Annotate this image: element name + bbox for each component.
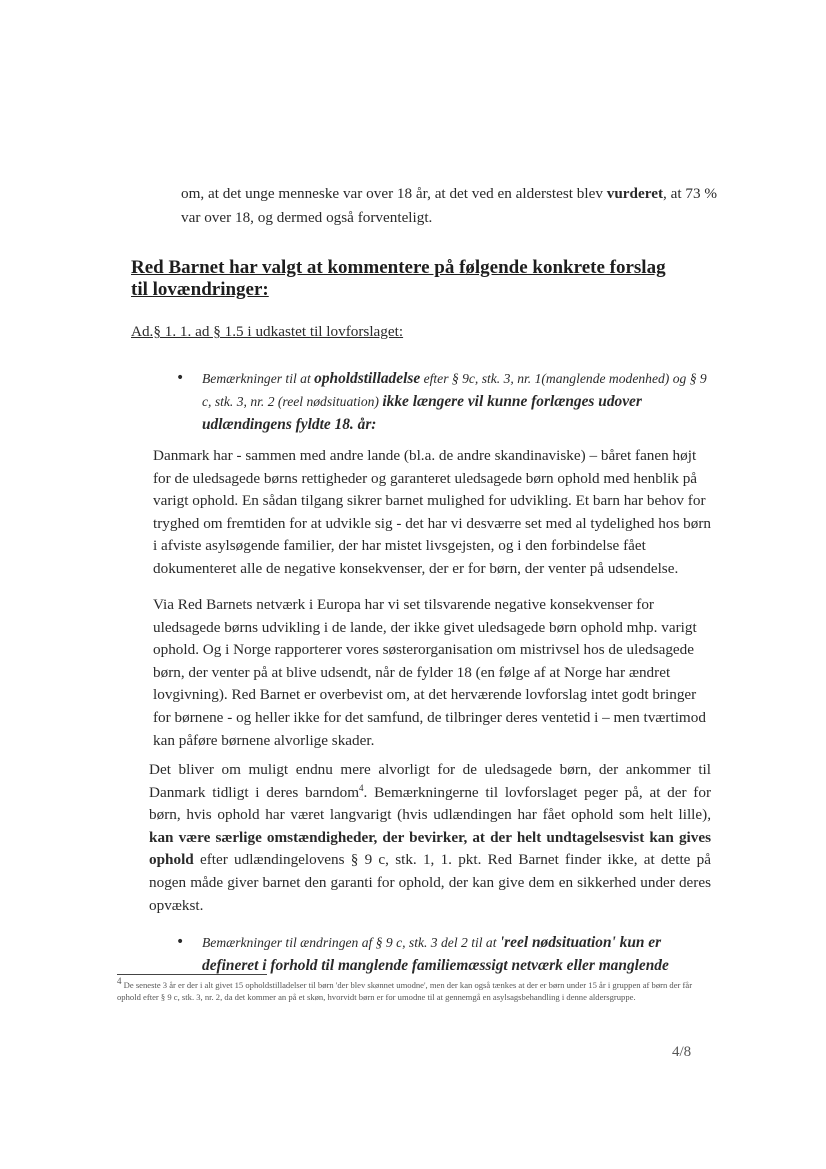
body-paragraph-2: Via Red Barnets netværk i Europa har vi set tilsvarende negative konsekvenser for uledsagede børns udvikling i de lande, der ikke givet uledsagede børn ophold mhp. varigt ophold. Og i Norge rapporterer vores søsterorganisation om mistrivsel hos de uledsagede børn, der venter på at blive udsendt, når de fylder 18 (en følge af at Norge har ændret lovgivning). Red Barnet er overbevist om, at det herværende lovforslag intet godt bringer for børnene - og heller ikke for det samfund, de tilbringer deres ventetid i – men tværtimod kan påføre børnene alvorlige skader. <box>153 596 706 749</box>
section-heading: Red Barnet har valgt at kommentere på følgende konkrete forslag til lovændringer: <box>131 257 666 300</box>
para-3-text-a: Det bliver om muligt endnu mere alvorligt for de uledsagede børn, der ankommer til Danmark tidligt i deres barndom <box>149 761 711 801</box>
intro-text-end: , at 73 % var over 18, og dermed også forventeligt. <box>181 185 717 226</box>
body-paragraph-3 <box>149 759 711 917</box>
bullet-text-1 <box>202 367 716 436</box>
bullet-icon: • <box>176 370 185 386</box>
bullet-1-italic-a: Bemærkninger til at <box>202 371 315 386</box>
footnote-divider <box>117 974 267 975</box>
intro-bold-word: vurderet <box>606 185 663 202</box>
footnote-reference: 4 <box>359 782 364 793</box>
bullet-1-bold-b: ikke længere vil kunne forlænges udover udlændingens fyldte 18. år: <box>202 393 642 433</box>
bullet-text-2 <box>202 931 716 977</box>
page-number: 4/8 <box>672 1044 692 1060</box>
section-subheading: Ad.§ 1. 1. ad § 1.5 i udkastet til lovforslaget: <box>131 323 404 340</box>
intro-text-start: om, at det unge menneske var over 18 år, at det ved en alderstest blev <box>181 185 607 202</box>
intro-paragraph <box>181 182 721 230</box>
para-3-text-b: . Bemærkningerne til lovforslaget peger på, at der for børn, hvis ophold har været langvarigt (hvis udlændingen har fået ophold som helt lille), <box>149 783 711 824</box>
bullet-2-bold: 'reel nødsituation' kun er defineret i forhold til manglende familiemæssigt netværk eller manglende <box>202 934 669 974</box>
body-paragraph-1: Danmark har - sammen med andre lande (bl.a. de andre skandinaviske) – båret fanen højt for de uledsagede børns rettigheder og garanteret uledsagede børn ophold med henblik på varigt ophold. En sådan tilgang sikrer barnet mulighed for udvikling. Et barn har behov for tryghed om fremtiden for at udvikle sig - det har vi desværre set med al tydelighed hos børn i afviste asylsøgende familier, der har mistet livsgejsten, og i den forbindelse fået dokumenteret alle de negative konsekvenser, der er for børn, der venter på udsendelse. <box>153 447 711 577</box>
bullet-1-italic-b: efter § 9c, stk. 3, nr. 1(manglende modenhed) og § 9 c, stk. 3, nr. 2 (reel nødsituation) <box>202 371 707 409</box>
footnote <box>117 976 707 1003</box>
footnote-marker: 4 <box>117 976 122 987</box>
bullet-1-bold-a: opholdstilladelse <box>314 370 421 387</box>
bullet-item-2 <box>176 931 716 977</box>
bullet-2-italic: Bemærkninger til ændringen af § 9 c, stk. 3 del 2 til at <box>202 935 500 950</box>
footnote-text: De seneste 3 år er der i alt givet 15 opholdstilladelser til børn 'der blev skønnet umodne', men der kan også tænkes at der er børn under 15 år i gruppen af børn der får ophold efter § 9 c, stk. 3, nr. 2, da det kommer an på et skøn, hvorvidt børn er for umodne til at gennemgå en asylsagsbehandling i denne aldersgruppe. <box>117 980 693 1002</box>
bullet-icon: • <box>176 934 185 950</box>
para-3-text-c: efter udlændingelovens § 9 c, stk. 1, 1. pkt. Red Barnet finder ikke, at dette på nogen måde giver barnet den garanti for ophold, der kan give dem en sikkerhed under deres opvækst. <box>149 851 711 914</box>
bullet-item-1 <box>176 367 716 436</box>
para-3-bold-text: kan være særlige omstændigheder, der bevirker, at der helt undtagelsesvist kan gives ophold <box>149 828 711 869</box>
